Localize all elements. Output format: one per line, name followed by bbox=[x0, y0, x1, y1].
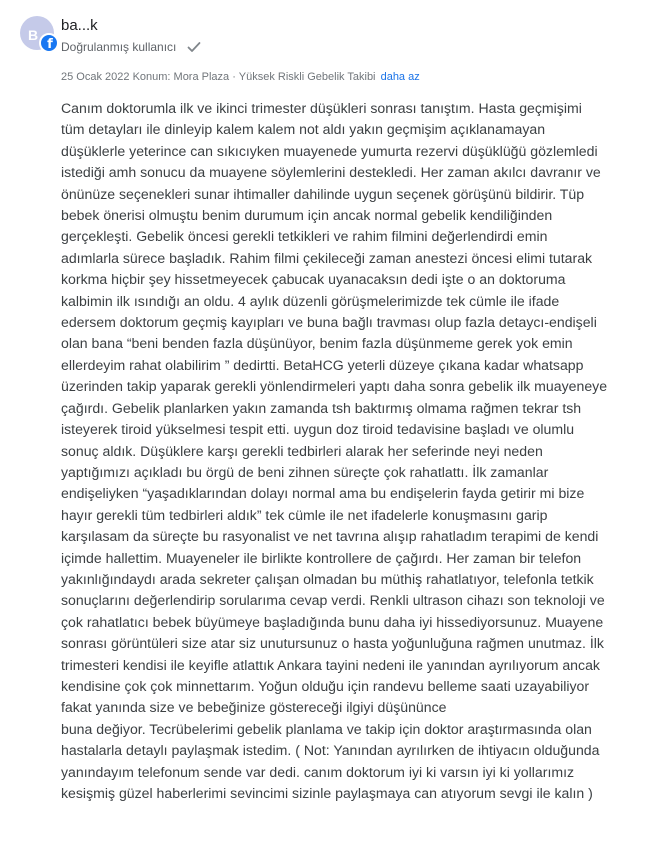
review-line: yaptığımızı açıkladı bu örgü de beni zihnen süreçte çok rahatlattı. İlk zamanlar bbox=[61, 463, 549, 480]
review-line: tüm detayları ile dinleyip kalem kalem not aldı yakın geçmişim açıklanamayan bbox=[61, 121, 546, 138]
review-line: önünüze seçenekleri sunar ihtimaller dahilinde uygun seçenek görüşünü bildirir. Tüp bbox=[61, 185, 585, 202]
review-line: hastalarla detaylı paylaşmak istedim. ( Not: Yanından ayrılırken de ihtiyacın olduğunda bbox=[61, 742, 600, 759]
review-line: sonuçlarını değerlendirip sorularıma cevap verdi. Renkli ultrason cihazı son teknoloji ve bbox=[61, 592, 605, 609]
show-less-link[interactable]: daha az bbox=[380, 71, 420, 83]
review-line: çağırdı. Gebelik planlarken yakın zamanda tsh baktırmış olmama rağmen tekrar tsh bbox=[61, 399, 582, 416]
review-line: trimesteri kendisi ile keyifle atlattık Ankara tayini nedeni ile yanından ayrılıyorum ancak bbox=[61, 656, 600, 673]
review-line: isteyerek tiroid yükselmesi tespit etti. uygun doz tiroid tedavisine başladı ve olumlu bbox=[61, 421, 575, 438]
review-line: ellerdeyim rahat olabilirim ” dedirtti. BetaHCG yeterli düzeye çıkana kadar whatsapp bbox=[61, 356, 584, 373]
review-category: Yüksek Riskli Gebelik Takibi bbox=[238, 71, 376, 83]
review-line: yakınlığındaydı arada sekreter çalışan olmadan bu müthiş rahatlatıyor, telefonla tetkik bbox=[61, 570, 594, 587]
review-line: buna değiyor. Tecrübelerimi gebelik planlama ve takip için doktor araştırmasında olan bbox=[61, 720, 592, 737]
checkmark-icon bbox=[187, 41, 201, 53]
review-line: sonrası görüntüleri size atar siz unutursunuz o hasta yoğunluğuna rağmen unutmaz. İlk bbox=[61, 635, 604, 652]
verified-row bbox=[61, 40, 201, 54]
review-text bbox=[61, 98, 641, 804]
review-line: Canım doktorumla ilk ve ikinci trimester düşükleri sonrası tanıştım. Hasta geçmişimi bbox=[61, 100, 582, 116]
review-line: hayır gerekli tüm tedbirleri aldık” tek cümle ile net ifadelerle konuşmasını garip bbox=[61, 506, 548, 523]
review-line: içimde hallettim. Muayeneler ile birlikte kontrollere de çağırdı. Her zaman bir telefon bbox=[61, 549, 582, 566]
review-line: istediği amh sonucu da muayene söylemlerini destekledi. Her zaman akılcı davranır ve bbox=[61, 164, 601, 181]
review-meta bbox=[61, 71, 420, 83]
review-line: fakat yanında size ve bebeğinize göstereceği ilgiyi düşününce bbox=[61, 699, 447, 716]
review-line: kendisine çok çok minnettarım. Yoğun olduğu için randevu belleme saati uzayabiliyor bbox=[61, 677, 590, 694]
facebook-icon: f bbox=[39, 33, 59, 53]
verified-label: Doğrulanmış kullanıcı bbox=[61, 40, 177, 54]
review-line: yanındayım telefonum sende var dedi. canım doktorum iyi ki varsın iyi ki yollarımız bbox=[61, 763, 575, 780]
review-line: sonuç aldık. Düşüklere karşı gerekli tedbirleri alarak her seferinde neyi neden bbox=[61, 442, 543, 459]
review-line: korkma hiçbir şey hissetmeyecek çabucak uyanacaksın dedi işte o an doktoruma bbox=[61, 271, 566, 288]
review-line: üzerinden takip yaparak gerekli yönlendirmeleri yaptı daha sonra gebelik ilk muayeneye bbox=[61, 378, 608, 395]
review-line: kesişmiş güzel haberlerimi sevincimi sizinle paylaşmaya can atıyorum sevgi ile kalın ) bbox=[61, 785, 593, 801]
review-location: Konum: Mora Plaza bbox=[132, 71, 230, 83]
review-line: endişeliyken “yaşadıklarından dolayı normal ama bu endişelerin fayda getirir mi bize bbox=[61, 485, 585, 502]
meta-separator: · bbox=[232, 71, 236, 83]
review-line: kalbimin ilk ısındığı an oldu. 4 aylık düzenli görüşmelerimizde tek cümle ile ifade bbox=[61, 292, 560, 309]
avatar-letter: B bbox=[27, 27, 39, 43]
review-line: gerçekleşti. Gebelik öncesi gerekli tetkikleri ve rahim filmini değerlendirdi emin bbox=[61, 228, 548, 245]
reviewer-avatar-wrap[interactable] bbox=[20, 16, 56, 52]
review-line: düşüklerle yeterince can sıkıcıyken muayenede yumurta rezervi düşüklüğü gözlemledi bbox=[61, 142, 598, 159]
review-date: 25 Ocak 2022 bbox=[61, 71, 130, 83]
review-line: edersem doktorum geçmiş kayıpları ve buna bağlı travması olup fazla detaycı-endişeli bbox=[61, 314, 597, 331]
review-line: karşılasam da süreçte bu rasyonalist ve net tavrına alışıp rahatladım terapimi de kendi bbox=[61, 528, 599, 545]
reviewer-name[interactable]: ba...k bbox=[61, 17, 98, 34]
review-line: çok rahatlatıcı bebek büyümeye başladığında bunu daha iyi hissediyorsunuz. Muayene bbox=[61, 613, 604, 630]
review-line: adımlarla sürece başladık. Rahim filmi çekileceği zaman anestezi öncesi elimi tutarak bbox=[61, 249, 593, 266]
review-line: bebek önerisi olmuştu benim durumum için ancak normal gebelik kendiliğinden bbox=[61, 207, 553, 224]
review-line: olan bana “beni benden fazla düşünüyor, benim fazla düşünmeme gerek yok emin bbox=[61, 335, 573, 352]
